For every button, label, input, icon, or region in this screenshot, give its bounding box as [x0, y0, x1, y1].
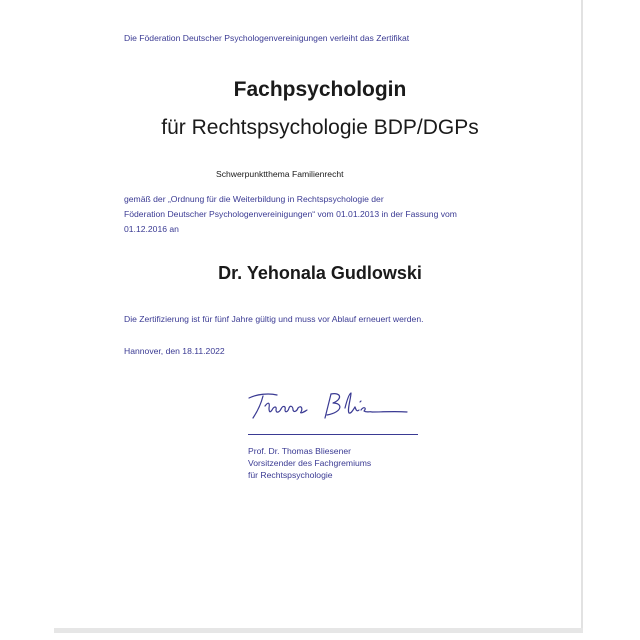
handwritten-signature — [243, 388, 411, 428]
place-and-date: Hannover, den 18.11.2022 — [124, 346, 225, 356]
signer-role-line-2: für Rechtspsychologie — [248, 470, 333, 480]
page-edge-bottom — [54, 628, 583, 633]
signature-line — [248, 434, 418, 435]
focus-topic: Schwerpunktthema Familienrecht — [216, 169, 344, 179]
certificate-title: Fachpsychologin — [233, 78, 407, 101]
signer-name: Prof. Dr. Thomas Bliesener — [248, 446, 352, 456]
regulation-line-3: 01.12.2016 an — [124, 224, 179, 234]
validity-statement: Die Zertifizierung ist für fünf Jahre gültig und muss vor Ablauf erneuert werden. — [124, 314, 424, 324]
certificate-intro: Die Föderation Deutscher Psychologenvereinigungen verleiht das Zertifikat — [124, 33, 410, 43]
regulation-line-2: Föderation Deutscher Psychologenvereinigungen“ vom 01.01.2013 in der Fassung vom — [124, 209, 457, 219]
certificate-subtitle: für Rechtspsychologie BDP/DGPs — [161, 116, 479, 139]
signer-role-line-1: Vorsitzender des Fachgremiums — [248, 458, 372, 468]
regulation-line-1: gemäß der „Ordnung für die Weiterbildung in Rechtspsychologie der — [124, 194, 384, 204]
recipient-name: Dr. Yehonala Gudlowski — [218, 263, 422, 283]
